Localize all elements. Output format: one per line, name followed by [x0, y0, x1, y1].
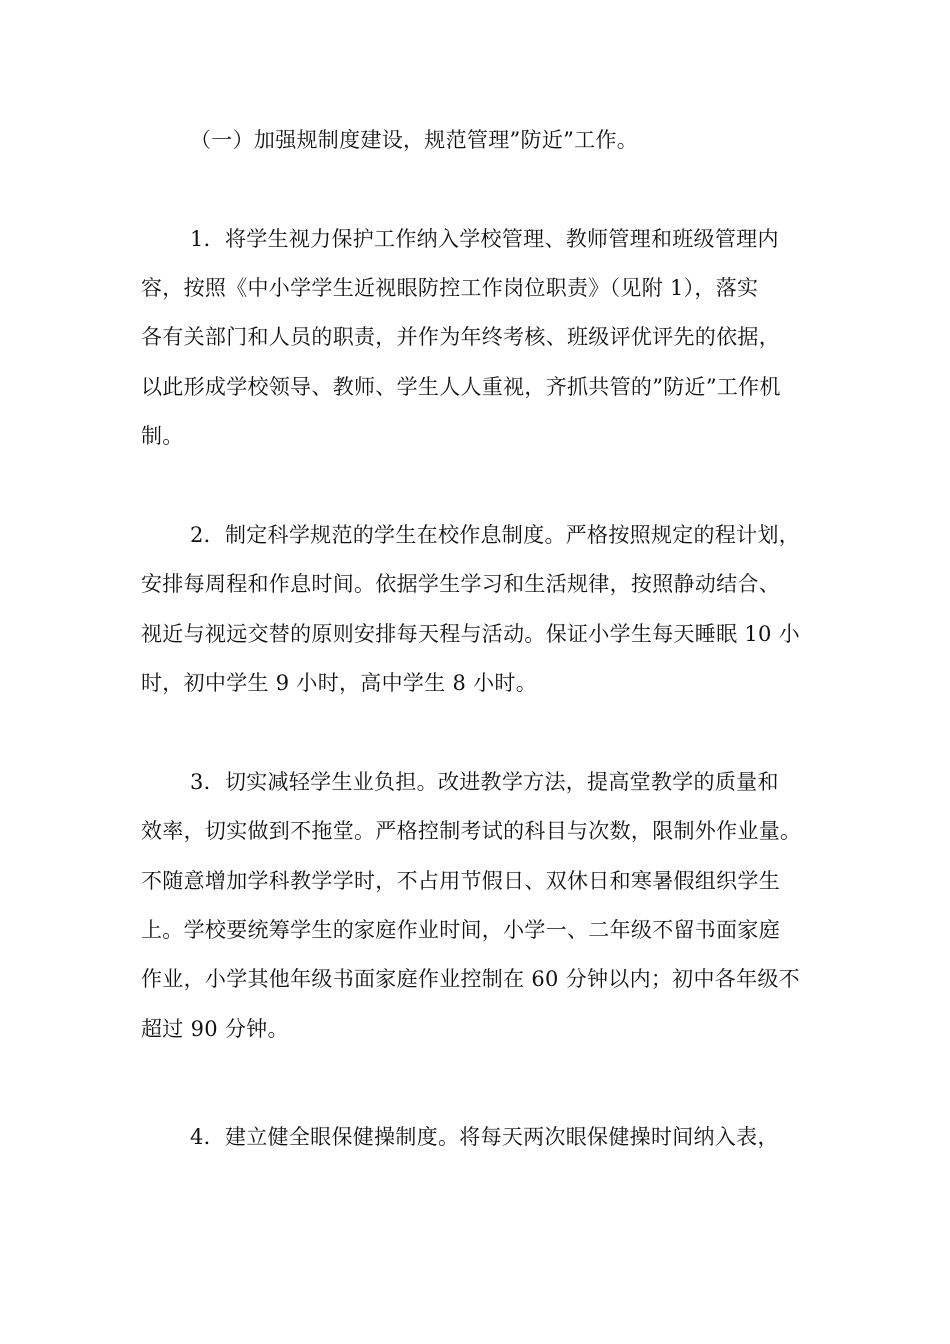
paragraph-line: 4．建立健全眼保健操制度。将每天两次眼保健操时间纳入表， [190, 1125, 779, 1149]
paragraph-line: 效率，切实做到不拖堂。严格控制考试的科目与次数，限制外作业量。 [141, 819, 802, 843]
paragraph-line: 安排每周程和作息时间。依据学生学习和生活规律，按照静动结合、 [141, 572, 780, 596]
paragraph-line: 视近与视远交替的原则安排每天程与活动。保证小学生每天睡眠 10 小 [141, 622, 800, 646]
paragraph-line: 1．将学生视力保护工作纳入学校管理、教师管理和班级管理内 [190, 227, 779, 251]
paragraph-line: 制。 [141, 424, 184, 448]
paragraph-line: 超过 90 分钟。 [141, 1017, 289, 1041]
paragraph-line: 容，按照《中小学学生近视眼防控工作岗位职责》（见附 1），落实 [141, 276, 759, 300]
section-heading: （一）加强规制度建设，规范管理”防近”工作。 [190, 128, 639, 152]
paragraph-line: 3．切实减轻学生业负担。改进教学方法，提高堂教学的质量和 [190, 770, 779, 794]
paragraph-line: 上。学校要统筹学生的家庭作业时间，小学一、二年级不留书面家庭 [141, 918, 780, 942]
paragraph-line: 以此形成学校领导、教师、学生人人重视，齐抓共管的”防近”工作机 [141, 375, 781, 399]
paragraph-line: 不随意增加学科教学学时，不占用节假日、双休日和寒暑假组织学生 [141, 869, 780, 893]
paragraph-line: 时，初中学生 9 小时，高中学生 8 小时。 [141, 671, 538, 695]
paragraph-line: 作业，小学其他年级书面家庭作业控制在 60 分钟以内；初中各年级不 [141, 967, 800, 991]
paragraph-line: 2．制定科学规范的学生在校作息制度。严格按照规定的程计划， [190, 523, 801, 547]
paragraph-line: 各有关部门和人员的职责，并作为年终考核、班级评优评先的依据， [141, 325, 780, 349]
